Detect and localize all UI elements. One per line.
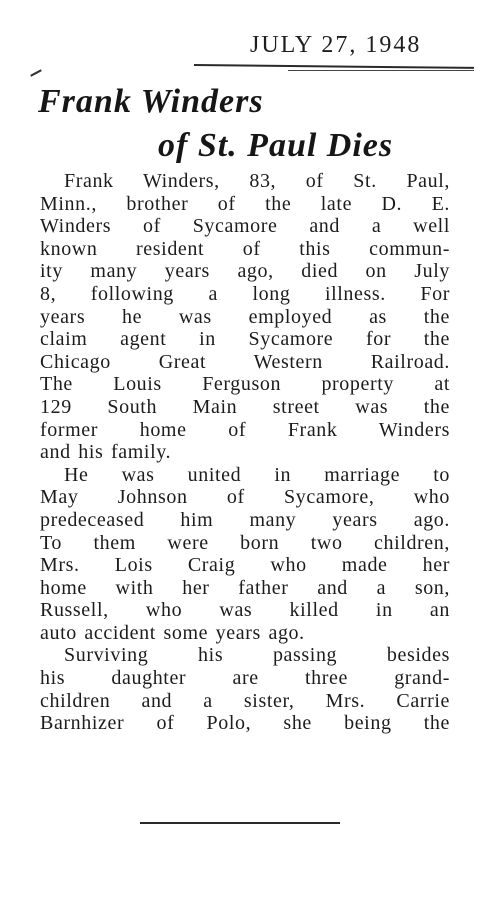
paragraph-1: [40, 170, 450, 464]
dateline-rule-secondary: [288, 70, 474, 71]
text-line: He was united in marriage to: [64, 463, 450, 486]
text-line: Mrs. Lois Craig who made her: [40, 554, 450, 577]
text-line: years he was employed as the: [40, 305, 450, 328]
text-line: To them were born two children,: [40, 531, 450, 554]
clipping-edge-mark: [30, 69, 42, 76]
text-line: Surviving his passing besides: [64, 644, 450, 667]
text-line: auto accident some years ago.: [40, 621, 305, 644]
text-line: Chicago Great Western Railroad.: [40, 350, 450, 373]
text-line: children and a sister, Mrs. Carrie: [40, 689, 450, 712]
text-line: home with her father and a son,: [40, 576, 450, 599]
text-line: his daughter are three grand-: [40, 667, 450, 690]
text-line: May Johnson of Sycamore, who: [40, 486, 450, 509]
article-body: [40, 170, 450, 735]
paragraph-2: [40, 464, 450, 645]
bottom-rule: [140, 822, 340, 824]
text-line: 129 South Main street was the: [40, 395, 450, 418]
text-line: Barnhizer of Polo, she being the: [40, 712, 450, 735]
text-line: and his family.: [40, 441, 172, 464]
text-line: The Louis Ferguson property at: [40, 373, 450, 396]
text-line: known resident of this commun-: [40, 237, 450, 260]
headline-line-1: Frank Winders: [38, 83, 264, 120]
text-line: Winders of Sycamore and a well: [40, 215, 450, 238]
text-line: ity many years ago, died on July: [40, 260, 450, 283]
text-line: Russell, who was killed in an: [40, 599, 450, 622]
text-line: predeceased him many years ago.: [40, 508, 450, 531]
text-line: claim agent in Sycamore for the: [40, 328, 450, 351]
dateline: JULY 27, 1948: [250, 32, 422, 58]
headline: [0, 80, 500, 168]
paragraph-3: [40, 644, 450, 734]
headline-line-2: of St. Paul Dies: [158, 127, 394, 164]
text-line: 8, following a long illness. For: [40, 282, 450, 305]
dateline-rule: [194, 64, 474, 69]
text-line: former home of Frank Winders: [40, 418, 450, 441]
text-line: Frank Winders, 83, of St. Paul,: [64, 170, 450, 192]
text-line: Minn., brother of the late D. E.: [40, 192, 450, 215]
